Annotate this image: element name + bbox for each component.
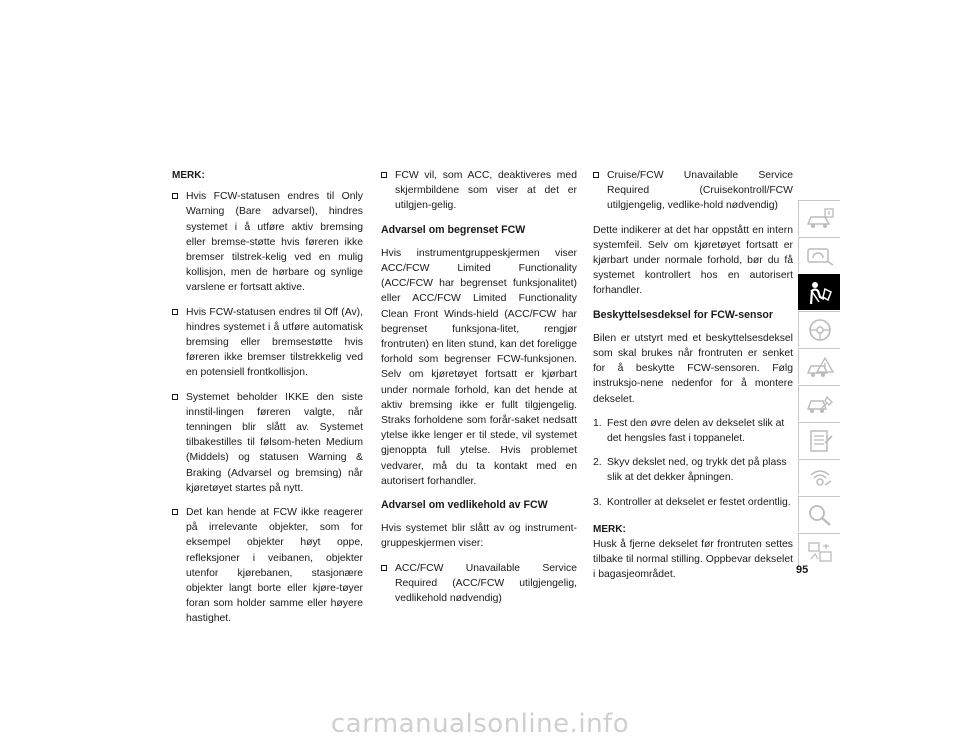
- section-heading: Advarsel om begrenset FCW: [381, 223, 526, 236]
- multimedia-icon: [805, 465, 835, 491]
- step-number: 1.: [593, 417, 602, 429]
- steering-wheel-icon: [805, 317, 835, 343]
- bullet-item: Cruise/FCW Unavailable Service Required (Cruisekontroll/FCW utilgjengelig, vedlike-hold nødvendig): [593, 168, 793, 214]
- tab-car-info[interactable]: [798, 200, 840, 236]
- bullet-item: Hvis FCW-statusen endres til Off (Av), hindres systemet i å utføre automatisk bremsing eller bremsestøtte hvis føreren ikke bremser tilstrekkelig ved en potensiell frontkollisjon.: [172, 305, 363, 381]
- language-icon: [805, 539, 835, 565]
- tab-safety[interactable]: [798, 274, 840, 310]
- chapter-tabs: [798, 200, 840, 570]
- numbered-step: [593, 416, 793, 446]
- step-text: Fest den øvre delen av dekselet slik at det hengsles fast i toppanelet.: [607, 417, 785, 445]
- text-column-1: [172, 168, 363, 636]
- tab-search[interactable]: [798, 496, 840, 532]
- tab-maintenance[interactable]: [798, 422, 840, 458]
- step-text: Kontroller at dekselet er festet ordentlig.: [607, 496, 791, 508]
- tab-driving[interactable]: [798, 311, 840, 347]
- bullet-item: FCW vil, som ACC, deaktiveres med skjermbildene som viser at det er utilgjen-gelig.: [381, 168, 577, 214]
- text-column-2: [381, 168, 577, 615]
- maintenance-checklist-icon: [805, 428, 835, 454]
- bullet-item: Det kan hende at FCW ikke reagerer på irrelevante objekter, som for eksempel objekter høyt oppe, refleksjoner i veibanen, objekter utenfor kjørebanen, stasjonære objekter langt borte eller kjøre-tøyer foran som holder samme eller høyere hastighet.: [172, 505, 363, 627]
- numbered-step: [593, 495, 793, 510]
- numbered-step: [593, 455, 793, 485]
- bullet-item: Hvis FCW-statusen endres til Only Warning (Bare advarsel), hindres systemet i å utføre aktiv bremsing eller bremse-støtte hvis føreren ikke bremser tilstrek-kelig ved en mulig kollisjon, men de hørbare og synlige varslene er fortsatt aktive.: [172, 189, 363, 295]
- page-number: 95: [796, 564, 809, 576]
- text-column-3: [593, 168, 793, 592]
- tab-multimedia[interactable]: [798, 459, 840, 495]
- car-service-icon: [805, 391, 835, 417]
- step-number: 2.: [593, 457, 602, 469]
- tab-service[interactable]: [798, 385, 840, 421]
- footer-bar: [0, 706, 960, 742]
- note-label: MERK:: [172, 170, 205, 181]
- watermark-text: carmanualsonline.info: [330, 709, 630, 739]
- car-dashboard-icon: [805, 243, 835, 269]
- car-info-icon: [805, 206, 835, 232]
- bullet-item: ACC/FCW Unavailable Service Required (ACC/FCW utilgjengelig, vedlikehold nødvendig): [381, 561, 577, 607]
- paragraph: Bilen er utstyrt med et beskyttelsesdeksel som skal brukes når frontruten er senket for å beskytte FCW-sensoren. Følg instruksjo-nene nedenfor for å montere dekselet.: [593, 332, 793, 405]
- paragraph: Hvis instrumentgruppeskjermen viser ACC/FCW Limited Functionality (ACC/FCW har begrenset funksjonalitet) eller ACC/FCW Limited Functionality Clean Front Winds-hield (ACC/FCW har begrenset funksjona-litet, rengjør frontruten) en liten stund, kan det foreligge forhold som begrenser FCW-funksjonen. Selv om kjøretøyet fortsatt er kjørbart under normale forhold, kan det hende at aktiv bremsing ikke er fullt tilgjengelig. Straks forholdene som forår-saket nedsatt ytelse ikke lenger er til stede, vil systemet gjenoppta full ytelse. Hvis problemet vedvarer, må du ta kontakt med en autorisert forhandler.: [381, 247, 577, 487]
- step-number: 3.: [593, 496, 602, 508]
- tab-emergency[interactable]: [798, 348, 840, 384]
- search-index-icon: [805, 502, 835, 528]
- paragraph: Hvis systemet blir slått av og instrument-gruppeskjermen viser:: [381, 523, 577, 550]
- car-warning-icon: [805, 354, 835, 380]
- section-heading: Beskyttelsesdeksel for FCW-sensor: [593, 308, 773, 321]
- section-heading: Advarsel om vedlikehold av FCW: [381, 499, 548, 512]
- tab-dashboard[interactable]: [798, 237, 840, 273]
- seatbelt-safety-icon: [805, 280, 835, 306]
- step-text: Skyv dekslet ned, og trykk det på plass slik at det dekker åpningen.: [607, 457, 787, 484]
- note-text: Husk å fjerne dekselet før frontruten settes tilbake til normal stilling. Oppbevar dekselet i bagasjeområdet.: [593, 539, 793, 581]
- paragraph: Dette indikerer at det har oppstått en intern systemfeil. Selv om kjøretøyet fortsatt er kjørbart under normale forhold, bør du få systemet kontrollert hos en autorisert forhandler.: [593, 224, 793, 297]
- note-label: MERK:: [593, 523, 626, 535]
- bullet-item: Systemet beholder IKKE den siste innstil-lingen føreren valgte, når tenningen blir slått av. Systemet tilbakestilles til følsom-heten Medium (Middels) og statusen Warning & Braking (Advarsel og bremsing) når kjøretøyet startes på nytt.: [172, 390, 363, 496]
